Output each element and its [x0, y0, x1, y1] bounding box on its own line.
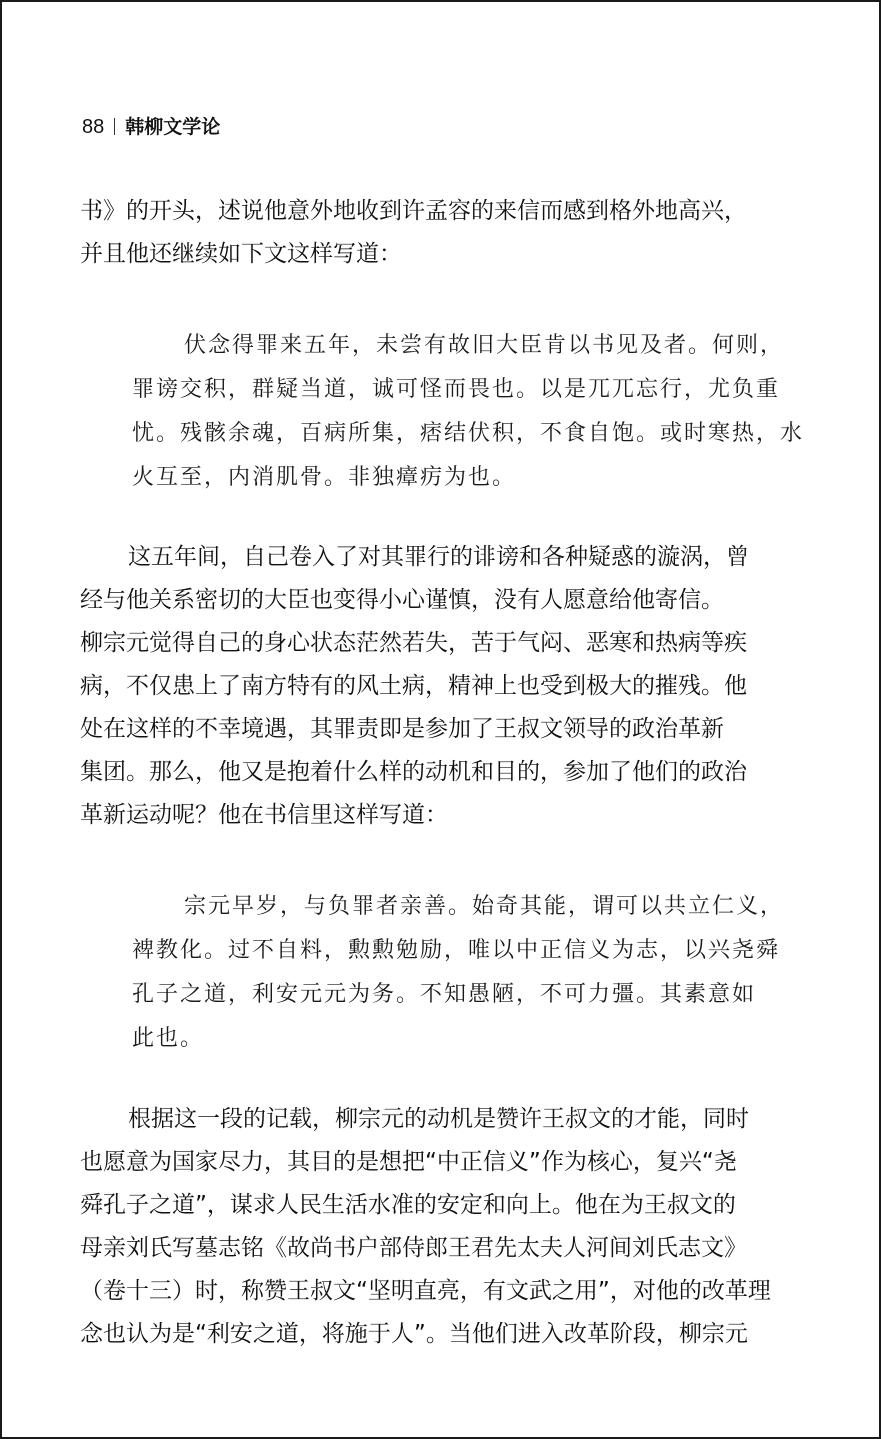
text-line: 经与他关系密切的大臣也变得小心谨慎，没有人愿意给他寄信。 [80, 587, 724, 613]
text-line: （卷十三）时，称赞王叔文“坚明直亮，有文武之用”，对他的改革理 [80, 1278, 771, 1304]
text-line: 书》的开头，述说他意外地收到许孟容的来信而感到格外地高兴， [80, 198, 747, 224]
text-line: 革新运动呢？他在书信里这样写道： [80, 802, 448, 828]
header-divider [114, 118, 115, 135]
block-quote [132, 324, 814, 500]
quote-line: 裨教化。过不自料，勲勲勉励，唯以中正信义为志，以兴尧舜 [132, 938, 781, 963]
text-line: 集团。那么，他又是抱着什么样的动机和目的，参加了他们的政治 [80, 759, 747, 785]
text-line: 并且他还继续如下文这样写道： [80, 241, 402, 267]
text-line: 念也认为是“利安之道，将施于人”。当他们进入改革阶段，柳宗元 [80, 1321, 748, 1347]
quote-line: 伏念得罪来五年，未尝有故旧大臣肯以书见及者。何则， [184, 333, 785, 358]
book-title: 韩柳文学论 [125, 116, 221, 138]
paragraph-continued [80, 190, 814, 276]
page-number: 88 [82, 116, 105, 138]
running-header [82, 114, 220, 140]
quote-line: 孔子之道，利安元元为务。不知愚陋，不可力彊。其素意如 [132, 982, 757, 1007]
quote-line: 忧。残骸余魂，百病所集，痞结伏积，不食自饱。或时寒热，水 [132, 421, 805, 446]
text-line: 柳宗元觉得自己的身心状态茫然若失，苦于气闷、恶寒和热病等疾 [80, 630, 747, 656]
text-line: 根据这一段的记载，柳宗元的动机是赞许王叔文的才能，同时 [128, 1106, 749, 1132]
paragraph [80, 1098, 814, 1356]
quote-line: 火互至，内消肌骨。非独瘴疠为也。 [132, 465, 517, 490]
quote-line: 此也。 [132, 1026, 205, 1051]
quote-line: 罪谤交积，群疑当道，诚可怪而畏也。以是兀兀忘行，尤负重 [132, 377, 781, 402]
quote-line: 宗元早岁，与负罪者亲善。始奇其能，谓可以共立仁义， [184, 894, 785, 919]
text-line: 母亲刘氏写墓志铭《故尚书户部侍郎王君先太夫人河间刘氏志文》 [80, 1235, 747, 1261]
text-line: 这五年间，自己卷入了对其罪行的诽谤和各种疑惑的漩涡，曾 [128, 544, 749, 570]
text-line: 处在这样的不幸境遇，其罪责即是参加了王叔文领导的政治革新 [80, 716, 724, 742]
text-line: 舜孔子之道”，谋求人民生活水准的安定和向上。他在为王叔文的 [80, 1192, 736, 1218]
text-line: 也愿意为国家尽力，其目的是想把“中正信义”作为核心，复兴“尧 [80, 1149, 737, 1175]
text-line: 病，不仅患上了南方特有的风土病，精神上也受到极大的摧残。他 [80, 673, 747, 699]
paragraph [80, 536, 814, 837]
block-quote [132, 885, 814, 1061]
